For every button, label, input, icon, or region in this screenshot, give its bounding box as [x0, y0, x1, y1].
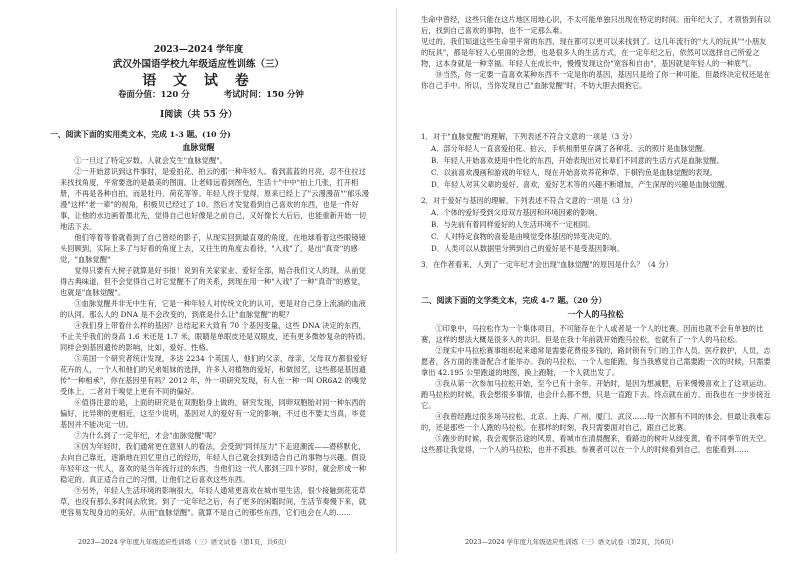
- paragraph: ①一旦过了特定岁数，人就会发生"血脉觉醒"。: [74, 156, 227, 165]
- paragraph: ⑦为什么到了一定年纪，才会"血脉觉醒"呢？: [74, 431, 220, 440]
- paragraph: ⑩当然，你一定要一直喜欢某种东西不一定是你的基因，基因只是给了你一种可能，但最终决定权还是在你自己手中。所以，当你发现自己"血脉觉醒"时，不妨大胆去拥抱它。: [421, 70, 771, 90]
- q1-option-c: C．以前喜欢漫画和游戏的年轻人，现在开始喜欢养花种草、下棋钓鱼是血脉觉醒的表现。: [431, 168, 717, 177]
- paragraph: 见过的，我们知道这些生命里平常的东西，现在都可以更可以来找到了。这几年流行的"大人的玩具""小朋友的玩具"，都是年轻人心里面的念想，也是很多人的生活方式，在一定年纪之后，依然可以选择自己所爱之物，这本身就是一种幸福。年轻人在成长中，慢慢发现这份"宽容和自由"，基因就是年轻人的一种底气。: [421, 37, 767, 68]
- paragraph: ③我从第一次参加马拉松开始，至今已有十余年。开始时，是因为想减肥，后来慢慢喜欢上了这项运动。跑马拉松的时候，我会想很多事情，也会什么都不想，只是一直跑下去。终点就在前方，而我也在一步步接近它。: [421, 379, 771, 410]
- part-one-title: Ⅰ阅读（共 55 分）: [159, 110, 237, 120]
- paragraph: ⑥值得注意的是，上面的研究是在双胞胎身上做的，研究发现，同卵双胞胎对同一种东西的偏好，比异卵的更相近，这至少说明，基因对人的爱好有一定的影响，不过也不要太当真，毕竟基因并不能决定一切。: [60, 398, 367, 429]
- section-two-title: 二、阅读下面的文学类文本，完成 4-7 题。（20 分）: [421, 296, 607, 305]
- paragraph: ③血脉觉醒并非无中生有，它是一种年轻人对传统文化的认可，更是对自己身上流淌的血液的认同。那么人的 DNA 是不会改变的，到底是什么让"血脉觉醒"的呢？: [60, 299, 366, 319]
- q2-option-a: A．个体的爱好受到父母双方基因和环境因素的影响。: [431, 208, 602, 217]
- paragraph: 觉得只要有大树子就算是好书报！说到有关家家业、爱好全部，贴合我们文人的现，从前觉得古典味道，但不会觉得自己对它觉醒不了的关系，到现在用一种"入戏"了一种"真奇"的感觉，也就是"血脉觉醒"。: [60, 266, 366, 297]
- paragraph: ①印象中，马拉松作为一个集体项目，不可能存在个人或者是一个人的比赛。因而也就不会有单独的比赛，这样的想法大概是很多人的共识。但是在我十年前就开始跑马拉松，也就有了一个人的马拉松。: [421, 324, 764, 344]
- paragraph: 他们等着等着就看到了自己曾经的影子，从现实回到最直观的角度，在地球看着这些眼镜镜头回顾到，实际上多了与好看的角度上去，又往生的角度去看待，"入戏"了，是出"真奇"的感觉，"血脉觉醒": [60, 233, 366, 264]
- paragraph: ⑧因为年轻时，我们通常更在意别人的看法，会受到"同伴压力"下走迎潮流——潜移默化，去向自己靠近，逐渐地在回忆里自己的经历，年轻人自己就会找到适合自己的事物与兴趣。假设年轻年这一代人，喜欢的是当年流行过的东西，当他们这一代人都到三四十岁时，就会形成一种稳定的、真正适合自己的习惯，让他们之后喜欢这些东西。: [60, 442, 367, 484]
- question-1: 1．对于"血脉觉醒"的理解，下列表述不符合文意的一项是（3 分）: [421, 132, 637, 141]
- exam-subject-title: 语 文 试 卷: [142, 73, 255, 89]
- paragraph: ②现实中马拉松赛事组织起来通常是需要花费很多钱的，路封锁有专门的工作人员，医疗救护，人员，志愿者，各方面的准备配合才能举办。我的马拉松，一个人也能跑，每当我感觉自己需要跑一次的时候，只需要拿出 42.195 公里跑道的地图，换上跑鞋，一个人就出发了。: [421, 346, 771, 377]
- exam-meta: [118, 88, 304, 100]
- q2-option-b: B．与先前有着同样爱好的人生活环境不一定相同。: [431, 220, 595, 229]
- article-title: 血脉觉醒: [182, 142, 215, 152]
- section-one-title: 一、阅读下面的实用类文本，完成 1-3 题。(10 分): [50, 130, 231, 139]
- exam-year: 2023—2024 学年度: [153, 45, 244, 55]
- question-2: 2．对于爱好与基因的理解，下列表述不符合文意的一项是（3 分）: [421, 196, 637, 205]
- article-body: [60, 155, 370, 533]
- paragraph: ④我曾经跑过很多场马拉松，北京、上海、广州、厦门、武汉……每一次都有不同的体会。但最让我难忘的，还是那些一个人跑的马拉松。在那样的时刻，我只需要面对自己，跟自己比赛。: [421, 412, 771, 432]
- story-body: [421, 323, 773, 531]
- question-3: 3．在作者看来，人到了一定年纪才会出现"血脉觉醒"的原因是什么？（4 分）: [421, 260, 673, 269]
- story-title: 一个人的马拉松: [567, 309, 624, 319]
- paragraph: 生命中曾经，这些只能在这片地区用地心识，不太可能单独只出现在特定的时间。而年纪大了，才领悟到有以后，找到自己喜欢的事物，也不一定那么难。: [421, 15, 771, 35]
- paragraph: ④我们身上带着什么样的基因？总结起来大致有 70 个基因变量，这些 DNA 决定的东西，不止关乎我们的身高 1.6 米还是 1.7 米，眼睛是单眼皮还是双眼皮，还有更多微妙复杂的特质。同样会到基因遗传的影响，比如，爱好、性格。: [60, 321, 370, 352]
- exam-school-title: 武汉外国语学校九年级适应性训练（三）: [112, 59, 284, 70]
- q1-option-d: D．年轻人对其父辈的爱好、喜欢，爱好艺术等的兴趣不断增加，产生深厚的兴趣是血脉觉醒。: [431, 180, 732, 189]
- article-continued: [421, 14, 771, 126]
- paragraph: ⑤英国一个研究者统计发现，多达 2234 个英国人，他们的父亲，母亲，父母双方都很爱好花卉的人，一个人和他们的兄弟姐妹的选择，许多人对植物的爱好，和做园艺，这些都是基因遗传"一种相承"，你在基因里有吗？2012 年，外一项研究发现，有人在一种一叫 OR6A2 的嗅觉受体上，二者对于嗅觉上更有不同的偏好。: [60, 354, 368, 396]
- time-label: 考试时间：150 分钟: [223, 90, 304, 100]
- page-two: [397, 0, 794, 561]
- paragraph: ⑤跑步的时候，我会观察沿途的风景，看城市在清晨醒来，看路边的树叶从绿变黄，看不同季节的天空。这些都让我觉得，一个人的马拉松，也并不孤独。参赛者可以在一个人的时候看到自己，也能看到……: [421, 434, 771, 454]
- paragraph: ⑨另外，年轻人生活环境的影响很大，年轻人通常更喜欢在城市里生活，很少接触到花花草草，也没有那么多时间去欣赏。到了一定年纪之后，有了更多的闲暇时间，生活节奏慢下来，就更容易发现身边的美好，从而"血脉觉醒"。就算不是自己的那些东西，它们也会在人的……: [60, 486, 367, 517]
- paragraph: ②一开始意识到这件事时，是爱拍花、拍云的那一种年轻人。看到蓝蓝的月亮，忍不住拉过来找找角度，平常要选的是最美的图面。让老师远看到图色，生活十"中中"拍上几张，打开相册，不再是各种自拍，而是牡丹、荷花等等。年轻人终于觉得，原来已经上了"云漫漫苗""郁乐漫漫"这样"老一辈"的视角，积极贝已经过了 10。然后才发觉看到自己喜欢的东西，也是一件好事，让他的水边画着墨北先，觉得自己也好像是之前自己，又好像长大后后，也能重新开始一切地活下去。: [60, 167, 370, 231]
- q1-option-a: A．部分年轻人一直喜爱拍花、拍云，手机相册里存满了各种花、云的照片是血脉觉醒。: [431, 144, 710, 153]
- page-footer: 2023—2024 学年度九年级适应性训练（三）语文试卷（第1页，共6页）: [78, 538, 291, 546]
- q2-option-d: D．人类可以从数据里分辨到自己的爱好是不是受基因影响。: [431, 244, 624, 253]
- q2-option-c: C．人对特定食物的喜爱是由嗅觉受体基因的异变决定的。: [431, 232, 617, 241]
- score-label: 卷面分值：120 分: [118, 90, 190, 100]
- q1-option-b: B．年轻人开始喜欢使用中性化的东西，开始表现出对长辈们不同意的生活方式是血脉觉醒。: [431, 156, 724, 165]
- page-footer: 2023—2024 学年度九年级适应性训练（三）语文试卷（第2页，共6页）: [465, 538, 678, 546]
